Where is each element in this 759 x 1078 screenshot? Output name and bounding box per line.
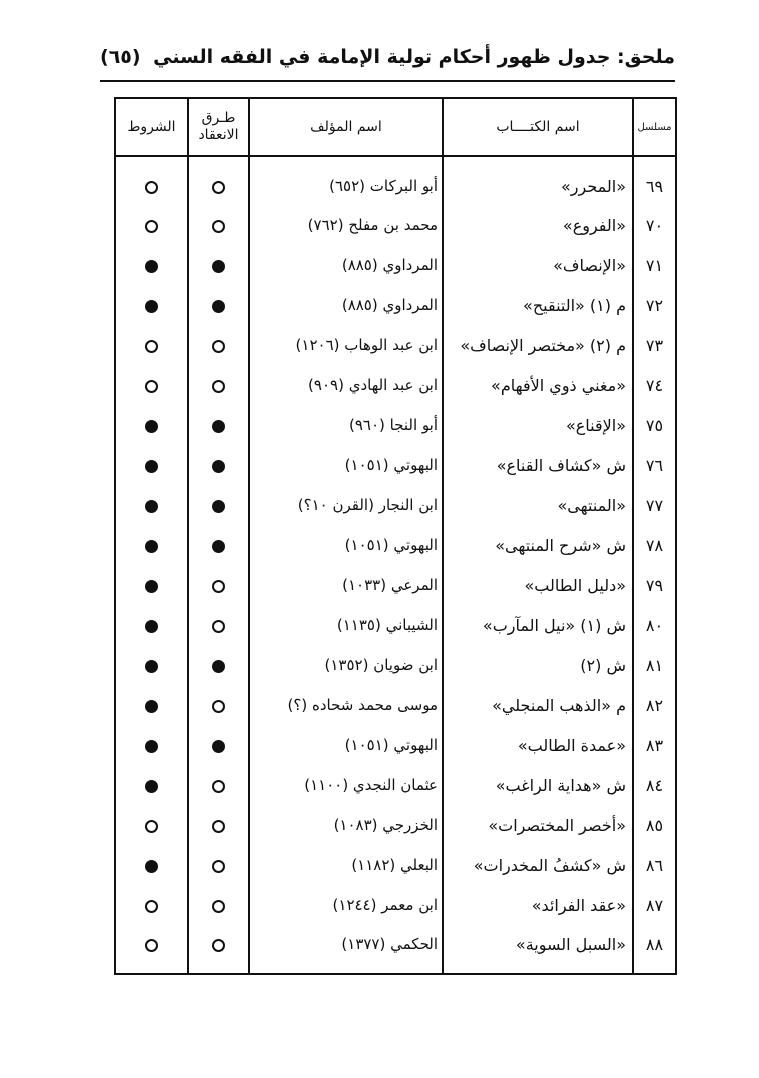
book-title-cell: ش «كشفُ المخدرات» xyxy=(443,845,633,885)
serial-cell: ٧٧ xyxy=(633,485,676,525)
table-row xyxy=(115,285,676,325)
empty-circle-icon xyxy=(145,900,158,913)
empty-circle-icon xyxy=(212,181,225,194)
table-row xyxy=(115,156,676,205)
author-cell: البهوتي (١٠٥١) xyxy=(249,725,443,765)
table-row xyxy=(115,645,676,685)
serial-cell: ٨١ xyxy=(633,645,676,685)
book-title-cell: «عقد الفرائد» xyxy=(443,885,633,925)
table-row xyxy=(115,365,676,405)
method-cell xyxy=(188,805,249,845)
conditions-cell xyxy=(115,565,188,605)
table-row xyxy=(115,445,676,485)
filled-circle-icon xyxy=(145,700,158,713)
serial-cell: ٨٥ xyxy=(633,805,676,845)
book-title-cell: «الفروع» xyxy=(443,205,633,245)
serial-cell: ٧١ xyxy=(633,245,676,285)
book-title-cell: «السبل السوية» xyxy=(443,925,633,974)
conditions-cell xyxy=(115,405,188,445)
author-cell: البهوتي (١٠٥١) xyxy=(249,525,443,565)
filled-circle-icon xyxy=(145,420,158,433)
header-divider xyxy=(100,80,675,82)
table-row xyxy=(115,725,676,765)
conditions-cell xyxy=(115,525,188,565)
table-header-row xyxy=(115,98,676,156)
serial-cell: ٨٦ xyxy=(633,845,676,885)
filled-circle-icon xyxy=(145,300,158,313)
table-row xyxy=(115,205,676,245)
serial-cell: ٨٤ xyxy=(633,765,676,805)
table-row xyxy=(115,605,676,645)
empty-circle-icon xyxy=(145,380,158,393)
conditions-cell xyxy=(115,645,188,685)
author-cell: أبو البركات (٦٥٢) xyxy=(249,156,443,205)
book-title-cell: «أخصر المختصرات» xyxy=(443,805,633,845)
method-cell xyxy=(188,485,249,525)
method-cell xyxy=(188,365,249,405)
author-cell: ابن معمر (١٢٤٤) xyxy=(249,885,443,925)
author-cell: المرداوي (٨٨٥) xyxy=(249,245,443,285)
works-table xyxy=(114,97,677,975)
empty-circle-icon xyxy=(212,860,225,873)
book-title-cell: م «الذهب المنجلي» xyxy=(443,685,633,725)
empty-circle-icon xyxy=(145,220,158,233)
book-title-cell: م (١) «التنقيح» xyxy=(443,285,633,325)
filled-circle-icon xyxy=(145,260,158,273)
method-cell xyxy=(188,645,249,685)
table-row xyxy=(115,245,676,285)
column-header-method: طـرق الانعقاد xyxy=(188,98,249,156)
conditions-cell xyxy=(115,805,188,845)
serial-cell: ٧٨ xyxy=(633,525,676,565)
conditions-cell xyxy=(115,365,188,405)
filled-circle-icon xyxy=(145,660,158,673)
book-title-cell: «المحرر» xyxy=(443,156,633,205)
conditions-cell xyxy=(115,885,188,925)
method-cell xyxy=(188,325,249,365)
page-number: (٦٥) xyxy=(100,46,141,68)
book-title-cell: م (٢) «مختصر الإنصاف» xyxy=(443,325,633,365)
method-cell xyxy=(188,245,249,285)
author-cell: الحكمي (١٣٧٧) xyxy=(249,925,443,974)
book-title-cell: «الإقناع» xyxy=(443,405,633,445)
author-cell: المرعي (١٠٣٣) xyxy=(249,565,443,605)
conditions-cell xyxy=(115,925,188,974)
filled-circle-icon xyxy=(145,860,158,873)
author-cell: محمد بن مفلح (٧٦٢) xyxy=(249,205,443,245)
filled-circle-icon xyxy=(212,740,225,753)
method-cell xyxy=(188,565,249,605)
author-cell: عثمان النجدي (١١٠٠) xyxy=(249,765,443,805)
column-header-book: اسم الكتــــاب xyxy=(443,98,633,156)
conditions-cell xyxy=(115,156,188,205)
method-cell xyxy=(188,605,249,645)
author-cell: ابن ضويان (١٣٥٢) xyxy=(249,645,443,685)
empty-circle-icon xyxy=(212,700,225,713)
conditions-cell xyxy=(115,445,188,485)
book-title-cell: «المنتهى» xyxy=(443,485,633,525)
method-cell xyxy=(188,925,249,974)
author-cell: المرداوي (٨٨٥) xyxy=(249,285,443,325)
book-title-cell: ش «كشاف القناع» xyxy=(443,445,633,485)
filled-circle-icon xyxy=(212,420,225,433)
filled-circle-icon xyxy=(212,660,225,673)
conditions-cell xyxy=(115,605,188,645)
author-cell: ابن عبد الوهاب (١٢٠٦) xyxy=(249,325,443,365)
author-cell: البهوتي (١٠٥١) xyxy=(249,445,443,485)
filled-circle-icon xyxy=(145,780,158,793)
conditions-cell xyxy=(115,845,188,885)
empty-circle-icon xyxy=(212,620,225,633)
table-row xyxy=(115,845,676,885)
method-cell xyxy=(188,765,249,805)
empty-circle-icon xyxy=(145,939,158,952)
empty-circle-icon xyxy=(212,380,225,393)
conditions-cell xyxy=(115,285,188,325)
filled-circle-icon xyxy=(212,500,225,513)
book-title-cell: «عمدة الطالب» xyxy=(443,725,633,765)
method-cell xyxy=(188,685,249,725)
table-row xyxy=(115,805,676,845)
filled-circle-icon xyxy=(212,460,225,473)
empty-circle-icon xyxy=(212,780,225,793)
page-header xyxy=(100,40,675,80)
page-title: ملحق: جدول ظهور أحكام تولية الإمامة في الفقه السني xyxy=(153,46,675,68)
conditions-cell xyxy=(115,205,188,245)
conditions-cell xyxy=(115,485,188,525)
serial-cell: ٨٠ xyxy=(633,605,676,645)
empty-circle-icon xyxy=(212,220,225,233)
table-body xyxy=(115,156,676,974)
method-cell xyxy=(188,205,249,245)
author-cell: البعلي (١١٨٢) xyxy=(249,845,443,885)
serial-cell: ٧٩ xyxy=(633,565,676,605)
filled-circle-icon xyxy=(145,500,158,513)
author-cell: أبو النجا (٩٦٠) xyxy=(249,405,443,445)
filled-circle-icon xyxy=(145,740,158,753)
table-row xyxy=(115,525,676,565)
table-row xyxy=(115,685,676,725)
method-cell xyxy=(188,445,249,485)
filled-circle-icon xyxy=(145,620,158,633)
conditions-cell xyxy=(115,765,188,805)
conditions-cell xyxy=(115,325,188,365)
filled-circle-icon xyxy=(145,580,158,593)
serial-cell: ٧٢ xyxy=(633,285,676,325)
book-title-cell: ش «شرح المنتهى» xyxy=(443,525,633,565)
serial-cell: ٧٣ xyxy=(633,325,676,365)
column-header-author: اسم المؤلف xyxy=(249,98,443,156)
author-cell: موسى محمد شحاده (؟) xyxy=(249,685,443,725)
author-cell: ابن عبد الهادي (٩٠٩) xyxy=(249,365,443,405)
table-row xyxy=(115,325,676,365)
table-row xyxy=(115,405,676,445)
method-cell xyxy=(188,525,249,565)
empty-circle-icon xyxy=(212,939,225,952)
conditions-cell xyxy=(115,725,188,765)
filled-circle-icon xyxy=(212,260,225,273)
table-row xyxy=(115,485,676,525)
serial-cell: ٨٢ xyxy=(633,685,676,725)
serial-cell: ٨٧ xyxy=(633,885,676,925)
conditions-cell xyxy=(115,685,188,725)
serial-cell: ٧٦ xyxy=(633,445,676,485)
filled-circle-icon xyxy=(145,460,158,473)
empty-circle-icon xyxy=(145,820,158,833)
table-row xyxy=(115,885,676,925)
method-cell xyxy=(188,156,249,205)
empty-circle-icon xyxy=(212,580,225,593)
conditions-cell xyxy=(115,245,188,285)
book-title-cell: «دليل الطالب» xyxy=(443,565,633,605)
empty-circle-icon xyxy=(145,181,158,194)
book-title-cell: ش (١) «نيل المآرب» xyxy=(443,605,633,645)
empty-circle-icon xyxy=(212,900,225,913)
empty-circle-icon xyxy=(212,820,225,833)
method-cell xyxy=(188,845,249,885)
filled-circle-icon xyxy=(145,540,158,553)
serial-cell: ٧٤ xyxy=(633,365,676,405)
empty-circle-icon xyxy=(212,340,225,353)
table-row xyxy=(115,925,676,974)
method-cell xyxy=(188,285,249,325)
table-row xyxy=(115,565,676,605)
author-cell: الشيباني (١١٣٥) xyxy=(249,605,443,645)
book-title-cell: «مغني ذوي الأفهام» xyxy=(443,365,633,405)
column-header-serial: مسلسل xyxy=(633,98,676,156)
book-title-cell: «الإنصاف» xyxy=(443,245,633,285)
serial-cell: ٧٠ xyxy=(633,205,676,245)
serial-cell: ٧٥ xyxy=(633,405,676,445)
book-title-cell: ش «هداية الراغب» xyxy=(443,765,633,805)
column-header-conditions: الشروط xyxy=(115,98,188,156)
method-cell xyxy=(188,405,249,445)
method-cell xyxy=(188,885,249,925)
filled-circle-icon xyxy=(212,540,225,553)
method-cell xyxy=(188,725,249,765)
filled-circle-icon xyxy=(212,300,225,313)
empty-circle-icon xyxy=(145,340,158,353)
serial-cell: ٦٩ xyxy=(633,156,676,205)
serial-cell: ٨٣ xyxy=(633,725,676,765)
author-cell: ابن النجار (القرن ١٠؟) xyxy=(249,485,443,525)
book-title-cell: ش (٢) xyxy=(443,645,633,685)
table-row xyxy=(115,765,676,805)
serial-cell: ٨٨ xyxy=(633,925,676,974)
author-cell: الخزرجي (١٠٨٣) xyxy=(249,805,443,845)
